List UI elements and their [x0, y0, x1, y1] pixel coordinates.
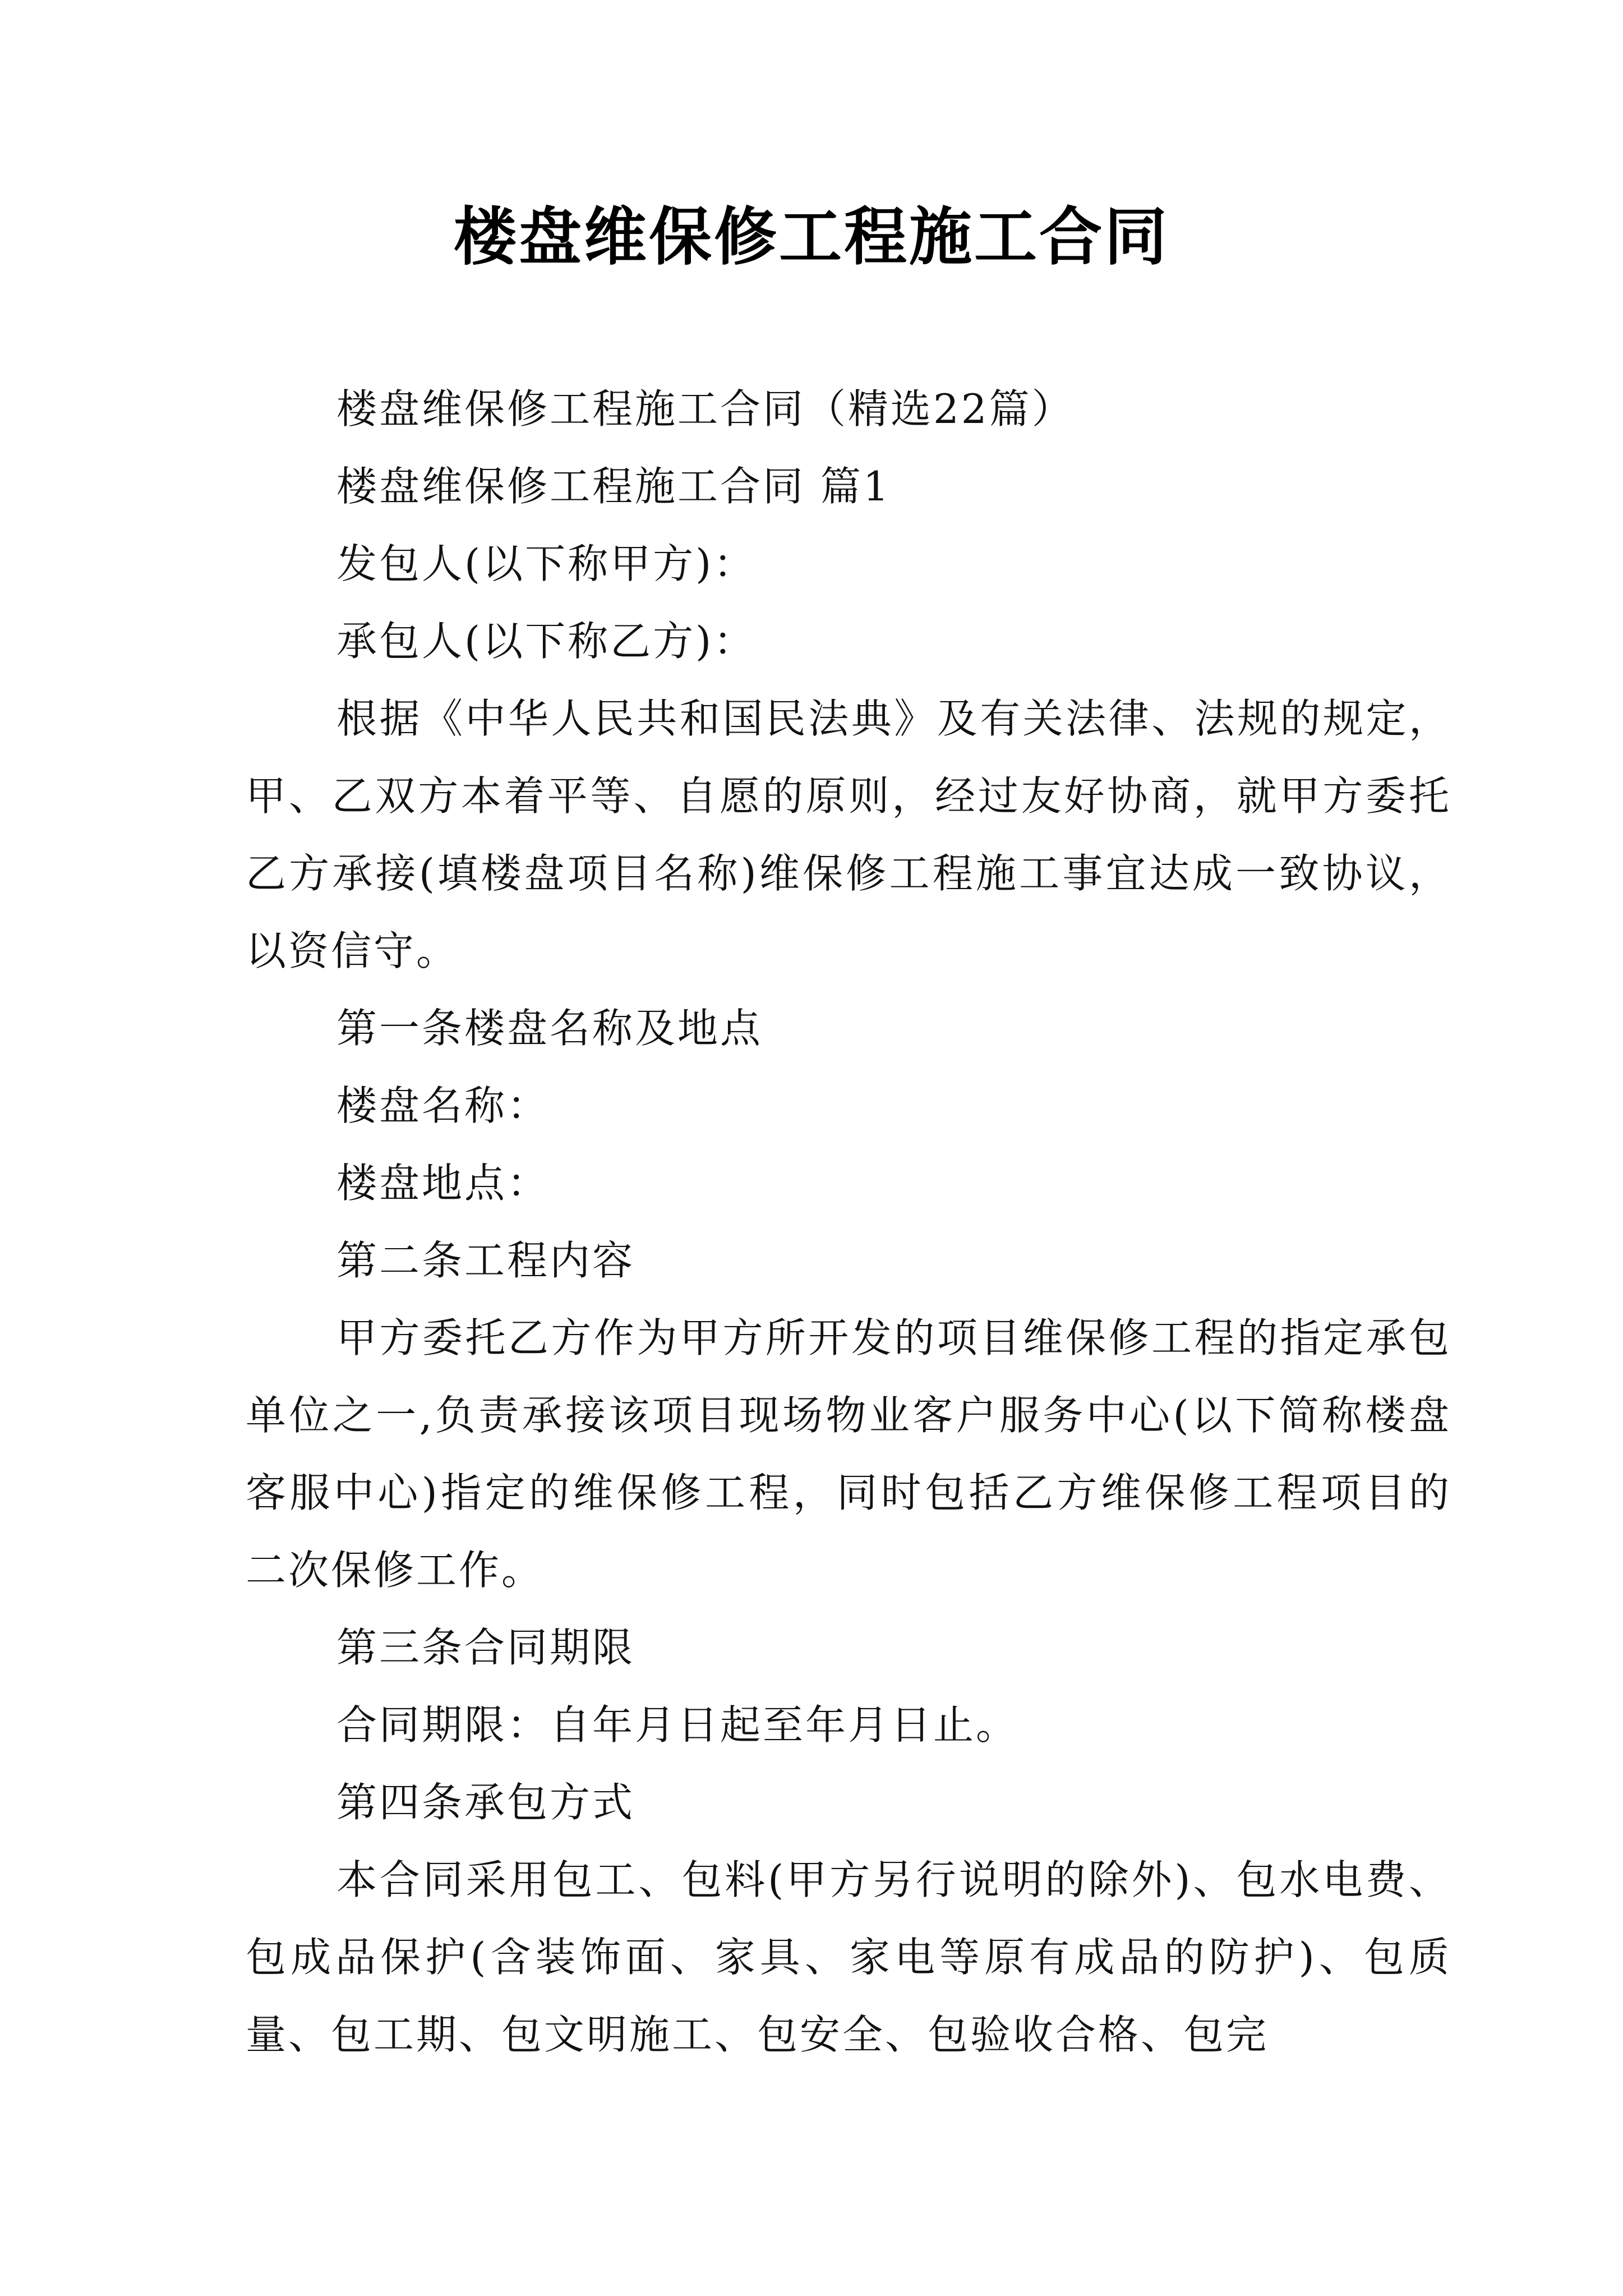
- paragraph-section-heading: 楼盘维保修工程施工合同 篇1: [336, 463, 891, 510]
- paragraph-article-2-content: 甲方委托乙方作为甲方所开发的项目维保修工程的指定承包单位之一,负责承接该项目现场物业客户服务中心(以下简称楼盘客服中心)指定的维保修工程，同时包括乙方维保修工程项目的二次保修工作。: [246, 1314, 1451, 1594]
- document-body: [246, 370, 1451, 2073]
- paragraph-article-4-heading: 第四条承包方式: [336, 1779, 635, 1826]
- paragraph-article-1-heading: 第一条楼盘名称及地点: [336, 1005, 763, 1052]
- paragraph-property-location: 楼盘地点：: [336, 1159, 550, 1207]
- paragraph-property-name: 楼盘名称：: [336, 1082, 550, 1129]
- paragraph-subtitle: 楼盘维保修工程施工合同（精选22篇）: [336, 385, 1075, 432]
- paragraph-article-3-heading: 第三条合同期限: [336, 1624, 635, 1671]
- paragraph-party-a: 发包人(以下称甲方)：: [336, 540, 757, 587]
- paragraph-party-b: 承包人(以下称乙方)：: [336, 618, 757, 665]
- document-title: 楼盘维保修工程施工合同: [454, 200, 1169, 274]
- paragraph-article-4-content: 本合同采用包工、包料(甲方另行说明的除外)、包水电费、包成品保护(含装饰面、家具、家电等原有成品的防护)、包质量、包工期、包文明施工、包安全、包验收合格、包完: [246, 1856, 1451, 2058]
- paragraph-contract-term: 合同期限：自年月日起至年月日止。: [336, 1701, 1019, 1749]
- paragraph-article-2-heading: 第二条工程内容: [336, 1237, 635, 1284]
- paragraph-preamble: 根据《中华人民共和国民法典》及有关法律、法规的规定，甲、乙双方本着平等、自愿的原则，经过友好协商，就甲方委托乙方承接(填楼盘项目名称)维保修工程施工事宜达成一致协议，以资信守。: [246, 695, 1451, 974]
